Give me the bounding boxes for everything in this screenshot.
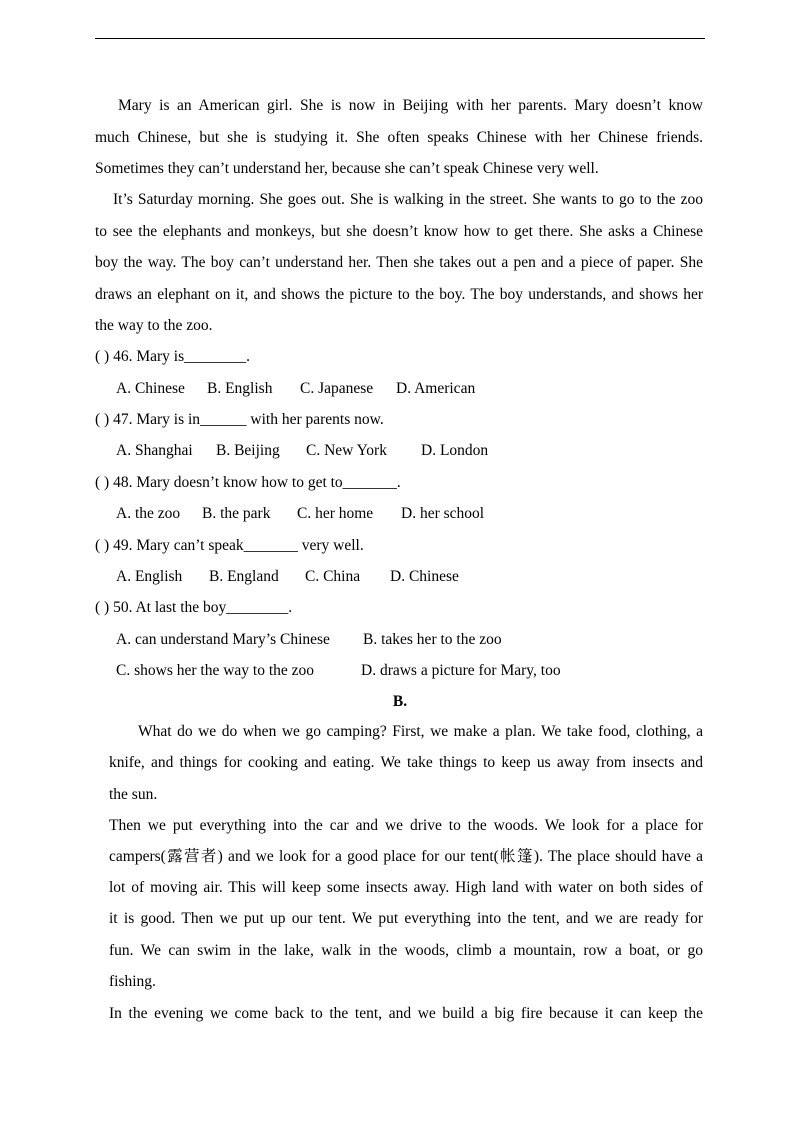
- passage-b-line: it is good. Then we put up our tent. We put everything into the tent, and we are ready for: [109, 910, 703, 927]
- question-49-option-d: D. Chinese: [390, 568, 459, 585]
- passage-b-line: campers(露营者) and we look for a good place for our tent(帐篷). The place should have a: [109, 848, 703, 865]
- passage-a-p1-line: Sometimes they can’t understand her, because she can’t speak Chinese very well.: [95, 160, 599, 177]
- question-50-stem: ( ) 50. At last the boy________.: [95, 599, 293, 616]
- question-46-option-b: B. English: [207, 380, 273, 397]
- question-46-option-d: D. American: [396, 380, 476, 397]
- question-46-stem: ( ) 46. Mary is________.: [95, 348, 250, 365]
- passage-b-line: In the evening we come back to the tent, and we build a big fire because it can keep the: [109, 1005, 703, 1022]
- passage-b-line: lot of moving air. This will keep some insects away. High land with water on both sides of: [109, 879, 703, 896]
- passage-b-line: fishing.: [109, 973, 156, 990]
- passage-a-p2-line: It’s Saturday morning. She goes out. She is walking in the street. She wants to go to the zoo: [113, 191, 703, 208]
- question-47-stem: ( ) 47. Mary is in______ with her parents now.: [95, 411, 384, 428]
- question-47-option-a: A. Shanghai: [116, 442, 193, 459]
- passage-a-p1-line: much Chinese, but she is studying it. She often speaks Chinese with her Chinese friends.: [95, 129, 703, 146]
- question-46-option-c: C. Japanese: [300, 380, 374, 397]
- passage-b-line: the sun.: [109, 786, 158, 803]
- question-49-stem: ( ) 49. Mary can’t speak_______ very well.: [95, 537, 364, 554]
- question-49-option-a: A. English: [116, 568, 183, 585]
- passage-a-p2-line: boy the way. The boy can’t understand her. Then she takes out a pen and a piece of paper. She: [95, 254, 703, 271]
- question-48-option-d: D. her school: [401, 505, 485, 522]
- question-47-option-d: D. London: [421, 442, 489, 459]
- question-49-option-c: C. China: [305, 568, 361, 585]
- question-47-option-b: B. Beijing: [216, 442, 280, 459]
- passage-a-p2-line: the way to the zoo.: [95, 317, 213, 334]
- question-50-option-c: C. shows her the way to the zoo: [116, 662, 315, 679]
- passage-a-p1-line: Mary is an American girl. She is now in Beijing with her parents. Mary doesn’t know: [118, 97, 703, 114]
- passage-b-line: Then we put everything into the car and we drive to the woods. We look for a place for: [109, 817, 703, 834]
- passage-a-p2-line: to see the elephants and monkeys, but she doesn’t know how to get there. She asks a Chinese: [95, 223, 703, 240]
- question-47-option-c: C. New York: [306, 442, 387, 459]
- question-50-option-a: A. can understand Mary’s Chinese: [116, 631, 330, 648]
- question-48-option-c: C. her home: [297, 505, 374, 522]
- question-48-option-b: B. the park: [202, 505, 271, 522]
- passage-b-line: knife, and things for cooking and eating. We take things to keep us away from insects and: [109, 754, 703, 771]
- section-b-heading: B.: [392, 693, 408, 710]
- passage-a-p2-line: draws an elephant on it, and shows the picture to the boy. The boy understands, and shows her: [95, 286, 703, 303]
- question-50-option-d: D. draws a picture for Mary, too: [361, 662, 561, 679]
- header-rule: [95, 38, 705, 39]
- question-49-option-b: B. England: [209, 568, 279, 585]
- question-48-option-a: A. the zoo: [116, 505, 181, 522]
- passage-b-line: What do we do when we go camping? First, we make a plan. We take food, clothing, a: [138, 723, 703, 740]
- question-50-option-b: B. takes her to the zoo: [363, 631, 502, 648]
- question-46-option-a: A. Chinese: [116, 380, 185, 397]
- passage-b-line: fun. We can swim in the lake, walk in the woods, climb a mountain, row a boat, or go: [109, 942, 703, 959]
- question-48-stem: ( ) 48. Mary doesn’t know how to get to_______.: [95, 474, 401, 491]
